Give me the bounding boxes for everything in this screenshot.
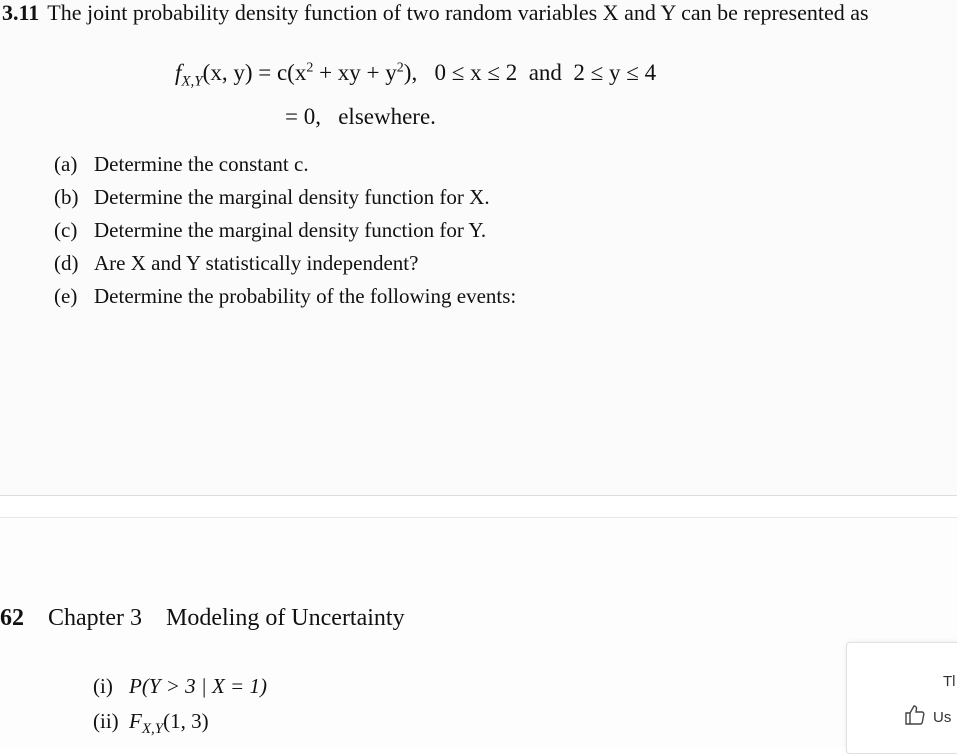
chapter-title: Modeling of Uncertainty [165, 605, 405, 631]
pdf-mid: + xy + y [313, 60, 397, 85]
pdf-args: (x, y) = c(x [202, 60, 307, 85]
useful-button[interactable] [903, 703, 951, 731]
subpart-item [93, 709, 209, 738]
elsewhere-equation: = 0, elsewhere. [285, 104, 436, 129]
part-text: Are X and Y statistically independent? [94, 251, 419, 275]
cdf-symbol: F [129, 709, 142, 733]
part-item [54, 218, 486, 243]
part-item [54, 284, 516, 309]
joint-pdf-equation [175, 60, 656, 91]
exponent: 2 [396, 60, 404, 76]
part-text: Determine the marginal density function for X. [94, 185, 490, 209]
cdf-args: (1, 3) [163, 709, 209, 733]
page-divider [0, 495, 957, 496]
cdf-subscript: X,Y [141, 721, 164, 738]
pdf-subscript: X,Y [181, 73, 203, 90]
part-item [54, 152, 309, 177]
problem-statement [2, 0, 869, 26]
subpart-label: (ii) [93, 709, 119, 733]
part-label: (a) [54, 152, 78, 176]
problem-number: 3.11 [2, 0, 40, 25]
feedback-widget [846, 642, 957, 754]
part-text: Determine the constant c. [94, 152, 309, 176]
part-text: Determine the probability of the following events: [94, 284, 517, 308]
part-label: (d) [54, 251, 79, 275]
widget-label: Tl [943, 673, 956, 690]
subpart-item [93, 674, 267, 699]
part-item [54, 185, 490, 210]
domain-condition: 0 ≤ x ≤ 2 and 2 ≤ y ≤ 4 [434, 60, 657, 85]
pdf-symbol: f [175, 60, 182, 85]
pdf-tail: ), [403, 60, 418, 85]
subpart-text: P(Y > 3 | X = 1) [129, 674, 267, 698]
chapter-header [0, 605, 405, 632]
part-item [54, 251, 418, 276]
problem-text: The joint probability density function of two random variables X and Y can be represented as [47, 0, 869, 25]
part-text: Determine the marginal density function for Y. [94, 218, 487, 242]
part-label: (c) [54, 218, 78, 242]
exponent: 2 [306, 60, 314, 76]
part-label: (e) [54, 284, 78, 308]
chapter-label: Chapter 3 [48, 605, 142, 631]
part-label: (b) [54, 185, 79, 209]
subpart-label: (i) [93, 674, 113, 698]
page-number: 62 [0, 605, 24, 631]
thumbs-up-icon [903, 703, 927, 731]
useful-label: Us [933, 708, 952, 726]
